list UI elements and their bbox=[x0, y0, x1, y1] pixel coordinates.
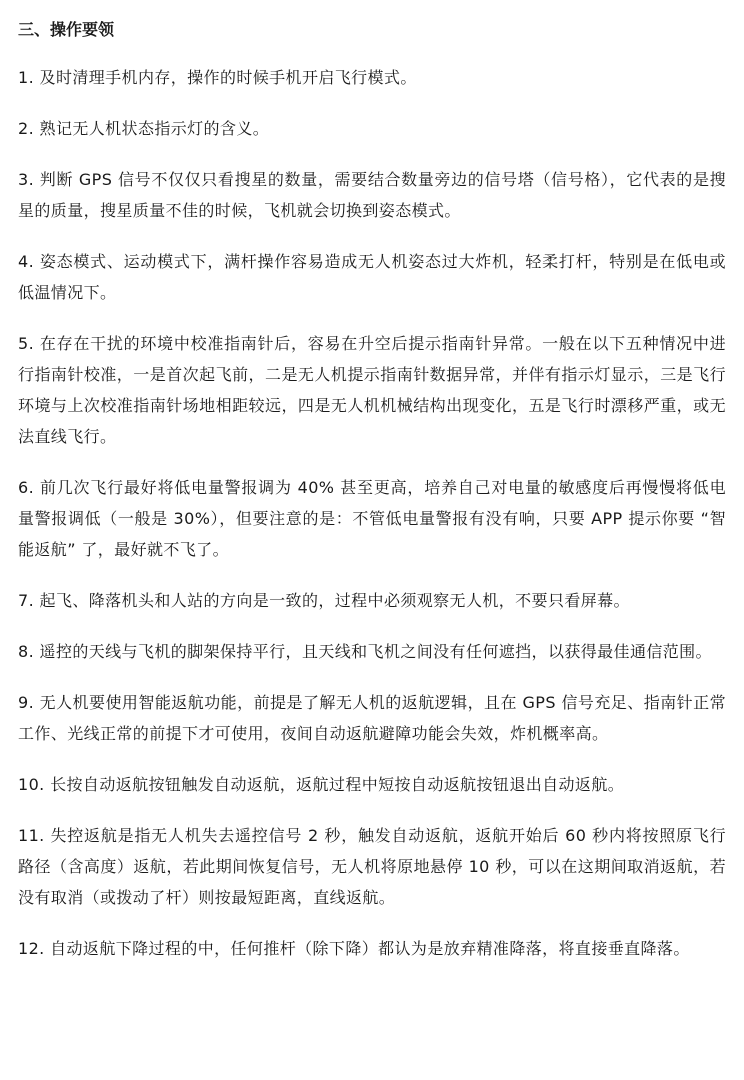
list-item: 5. 在存在干扰的环境中校准指南针后，容易在升空后提示指南针异常。一般在以下五种情况中进行指南针校准，一是首次起飞前，二是无人机提示指南针数据异常，并伴有指示灯显示，三是飞行环境与上次校准指南针场地相距较远，四是无人机机械结构出现变化，五是飞行时漂移严重，或无法直线飞行。 bbox=[18, 334, 726, 446]
list-item: 12. 自动返航下降过程的中，任何推杆（除下降）都认为是放弃精准降落，将直接垂直降落。 bbox=[18, 939, 690, 958]
list-item: 1. 及时清理手机内存，操作的时候手机开启飞行模式。 bbox=[18, 68, 417, 87]
section-title: 三、操作要领 bbox=[18, 20, 115, 39]
list-item: 7. 起飞、降落机头和人站的方向是一致的，过程中必须观察无人机，不要只看屏幕。 bbox=[18, 591, 630, 610]
list-item: 11. 失控返航是指无人机失去遥控信号 2 秒，触发自动返航，返航开始后 60 秒内将按照原飞行路径（含高度）返航，若此期间恢复信号，无人机将原地悬停 10 秒，可以在这期间取消返航，若没有取消（或拨动了杆）则按最短距离，直线返航。 bbox=[18, 826, 726, 907]
list-item: 6. 前几次飞行最好将低电量警报调为 40% 甚至更高，培养自己对电量的敏感度后再慢慢将低电量警报调低（一般是 30%），但要注意的是：不管低电量警报有没有响，只要 APP 提示你要 “智能返航” 了，最好就不飞了。 bbox=[18, 478, 726, 559]
list-item: 4. 姿态模式、运动模式下，满杆操作容易造成无人机姿态过大炸机，轻柔打杆，特别是在低电或低温情况下。 bbox=[18, 252, 726, 302]
list-item: 9. 无人机要使用智能返航功能，前提是了解无人机的返航逻辑，且在 GPS 信号充足、指南针正常工作、光线正常的前提下才可使用，夜间自动返航避障功能会失效，炸机概率高。 bbox=[18, 693, 726, 743]
list-item: 3. 判断 GPS 信号不仅仅只看搜星的数量，需要结合数量旁边的信号塔（信号格），它代表的是搜星的质量，搜星质量不佳的时候，飞机就会切换到姿态模式。 bbox=[18, 170, 726, 220]
list-item: 2. 熟记无人机状态指示灯的含义。 bbox=[18, 119, 270, 138]
list-item: 10. 长按自动返航按钮触发自动返航，返航过程中短按自动返航按钮退出自动返航。 bbox=[18, 775, 625, 794]
list-item: 8. 遥控的天线与飞机的脚架保持平行，且天线和飞机之间没有任何遮挡，以获得最佳通信范围。 bbox=[18, 642, 712, 661]
